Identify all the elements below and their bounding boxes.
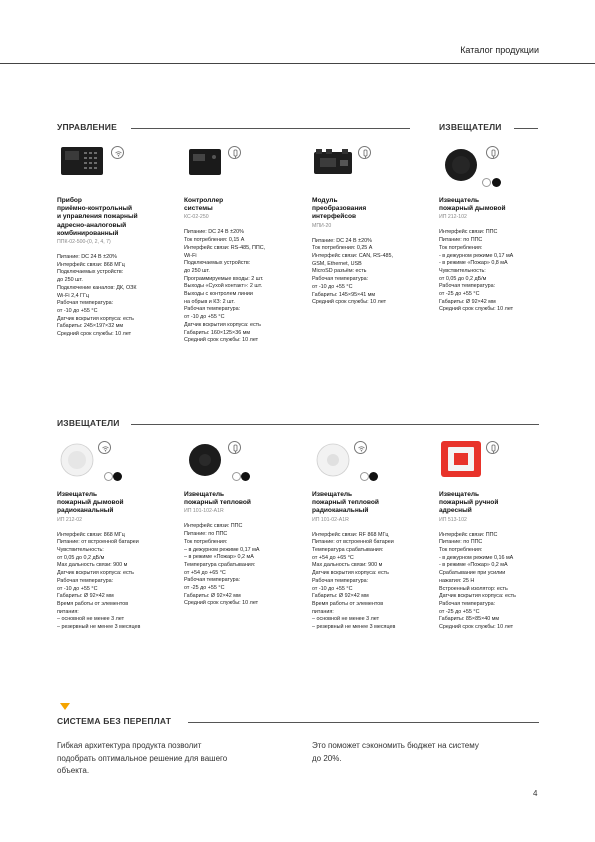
- product-specs: Интерфейс связи: ППС Питание: по ППС Ток потребления: – в дежурном режиме 0,17 мА – в режиме «Пожар» 0,2 мА Температура срабатывания: от +54 до +65 °С Рабочая температура: от -25 до +55 °С Габариты: Ø 92×42 мм Средний срок службы: 10 лет: [184, 523, 260, 607]
- product-name: Модуль преобразования интерфейсов: [312, 197, 367, 221]
- wired-loop-icon: [486, 146, 499, 159]
- color-option-black: [113, 472, 122, 481]
- color-option-white: [232, 472, 241, 481]
- section-divider: [188, 722, 539, 723]
- section-divider: [131, 424, 539, 425]
- control-panel-image: [60, 146, 104, 176]
- wifi-icon: [98, 441, 111, 454]
- header-divider: [0, 63, 595, 64]
- product-specs: Интерфейс связи: 868 МГц Питание: от встроенной батареи Чувствительность: от 0,05 до 0,2 дБ/м Max дальность связи: 900 м Датчик вскрытия корпуса: есть Рабочая температура: от -10 до +55 °С Габариты: Ø 92×42 мм Время работы от элементов питания: – основной не менее 3 лет – резервный не менее 3 месяцев: [57, 531, 141, 631]
- section-divider: [131, 128, 410, 129]
- product-code: КС-02-250: [184, 214, 209, 221]
- product-name: Контроллер системы: [184, 197, 224, 213]
- section-divider: [514, 128, 538, 129]
- product-code: ППК-02-500-(0, 2, 4, 7): [57, 239, 111, 246]
- product-card: [57, 491, 177, 632]
- product-code: ИП 513-102: [439, 516, 467, 523]
- section-title-detectors-top: ИЗВЕЩАТЕЛИ: [439, 122, 502, 132]
- color-option-black: [369, 472, 378, 481]
- controller-image: [188, 148, 222, 176]
- product-card: [57, 197, 177, 339]
- product-code: ИП 101-02-A1R: [312, 516, 349, 523]
- section-title-no-overpay: СИСТЕМА БЕЗ ПЕРЕПЛАТ: [57, 716, 172, 726]
- product-code: ИП 212-102: [439, 214, 467, 221]
- color-option-black: [492, 178, 501, 187]
- product-card: [184, 197, 304, 345]
- product-code: МПИ-20: [312, 222, 332, 229]
- section-title-detectors: ИЗВЕЩАТЕЛИ: [57, 418, 120, 428]
- smoke-detector-white-image: [60, 443, 94, 477]
- product-card: [312, 197, 432, 307]
- product-name: Прибор приёмно-контрольный и управления пожарный адресно-аналоговый комбинированный: [57, 197, 138, 237]
- wifi-icon: [111, 146, 124, 159]
- wired-loop-icon: [358, 146, 371, 159]
- manual-call-point-image: [440, 440, 482, 478]
- catalog-title: Каталог продукции: [460, 45, 539, 55]
- product-code: ИП 101-102-A1R: [184, 508, 224, 515]
- product-card: [439, 491, 559, 632]
- product-specs: Интерфейс связи: ППС Питание: по ППС Ток потребления: - в дежурном режиме 0,17 мА - в режиме «Пожар» 0,8 мА Чувствительность: от 0,05 до 0,2 дБ/м Рабочая температура: от -25 до +55 °С Габариты: Ø 92×42 мм Средний срок службы: 10 лет: [439, 229, 514, 313]
- product-specs: Питание: DC 24 В ±20% Ток потребления: 0,25 А Интерфейс связи: CAN, RS-485, GSM, Ethernet, USB MicroSD разъём: есть Рабочая температура: от -10 до +55 °С Габариты: 145×95×41 мм Средний срок службы: 10 лет: [312, 237, 393, 306]
- product-code: ИП 212-02: [57, 516, 83, 523]
- product-card: [312, 491, 432, 632]
- bottom-text-right: Это поможет сэкономить бюджет на систему до 20%.: [312, 741, 479, 763]
- section-title-control: УПРАВЛЕНИЕ: [57, 122, 117, 132]
- accent-triangle-icon: [60, 703, 70, 710]
- color-option-black: [241, 472, 250, 481]
- color-option-white: [360, 472, 369, 481]
- product-name: Извещатель пожарный ручной адресный: [439, 491, 499, 515]
- heat-detector-black-image: [188, 443, 222, 477]
- product-name: Извещатель пожарный дымовой: [439, 197, 506, 213]
- wifi-icon: [354, 441, 367, 454]
- wired-loop-icon: [228, 146, 241, 159]
- product-specs: Интерфейс связи: RF 868 МГц Питание: от встроенной батареи Температура срабатывания: от +54 до +65 °С Max дальность связи: 900 м Датчик вскрытия корпуса: есть Рабочая температура: от -10 до +55 °С Габариты: Ø 92×42 мм Время работы от элементов питания: – основной не менее 3 лет – резервный не менее 3 месяцев: [312, 531, 396, 631]
- product-card: [184, 491, 304, 608]
- product-name: Извещатель пожарный тепловой радиоканальный: [312, 491, 379, 515]
- product-specs: Питание: DC 24 В ±20% Ток потребления: 0,15 А Интерфейс связи: RS-485, ППС, Wi-Fi Подключаемых устройств: до 250 шт. Программируемые входы: 2 шт. Выходы «Сухой контакт»: 2 шт. Выходы с контролем линии на обрыв и КЗ: 2 шт. Рабочая температура: от -10 до +55 °С Датчик вскрытия корпуса: есть Габариты: 160×125×36 мм Средний срок службы: 10 лет: [184, 229, 266, 344]
- wired-loop-icon: [228, 441, 241, 454]
- product-specs: Питание: DC 24 В ±20% Интерфейс связи: 868 МГц Подключаемых устройств: до 250 шт. Подключение каналов: ДК, ОЗК Wi-Fi 2,4 ГГц Рабочая температура: от -10 до +55 °С Датчик вскрытия корпуса: есть Габариты: 245×197×32 мм Средний срок службы: 10 лет: [57, 254, 137, 338]
- smoke-detector-black-image: [444, 148, 478, 182]
- bottom-text-left: Гибкая архитектура продукта позволит подобрать оптимальное решение для вашего объекта.: [57, 741, 228, 775]
- product-specs: Интерфейс связи: ППС Питание: по ППС Ток потребления: - в дежурном режиме 0,16 мА - в режиме «Пожар» 0,2 мА Срабатывание при усилии нажатия: 25 Н Встроенный изолятор: есть Датчик вскрытия корпуса: есть Рабочая температура: от -25 до +55 °С Габариты: 85×85×40 мм Средний срок службы: 10 лет: [439, 531, 516, 631]
- color-option-white: [104, 472, 113, 481]
- product-name: Извещатель пожарный тепловой: [184, 491, 251, 507]
- page-number: 4: [533, 789, 538, 798]
- color-option-white: [482, 178, 491, 187]
- wired-loop-icon: [486, 441, 499, 454]
- product-card: [439, 197, 559, 314]
- heat-detector-white-image: [316, 443, 350, 477]
- interface-module-image: [312, 148, 354, 176]
- product-name: Извещатель пожарный дымовой радиоканальный: [57, 491, 124, 515]
